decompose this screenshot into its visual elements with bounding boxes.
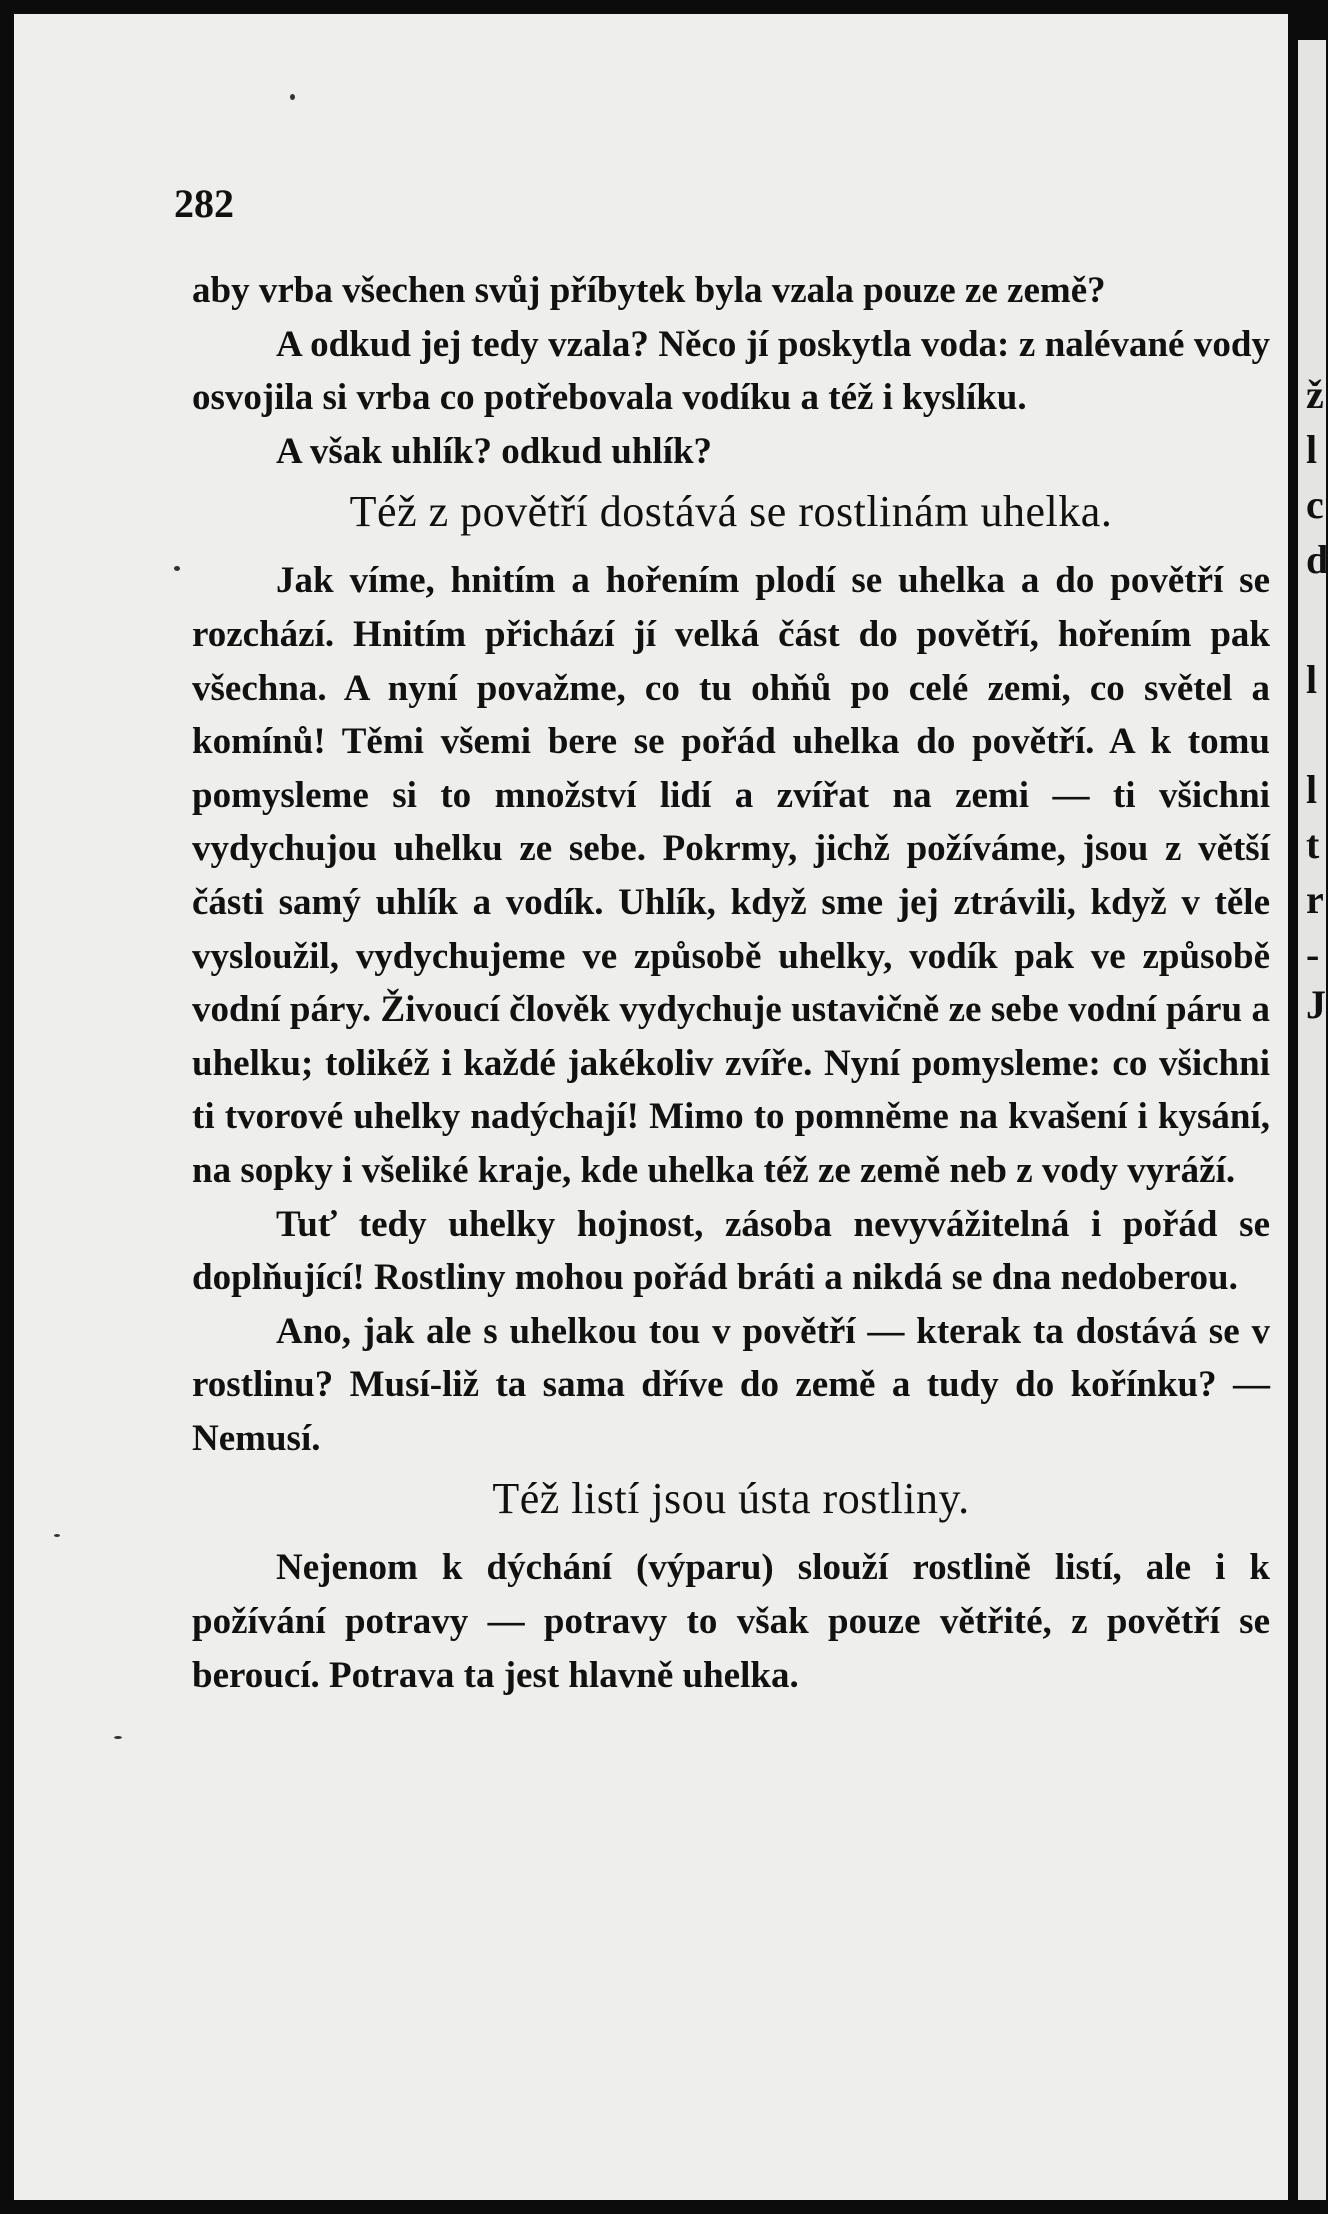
- page-number: 282: [174, 181, 234, 226]
- paragraph: Jak víme, hnitím a hořením plodí se uhelka a do povětří se rozchází. Hnitím přichází jí velká část do povětří, hořením pak všechna. A nyní považme, co tu ohňů po celé zemi, co světel a komínů! Těmi všemi bere se pořád uhelka do povětří. A k tomu pomysleme si to množství lidí a zvířat na zemi — ti všichni vydychujou uhelku ze sebe. Pokrmy, jichž požíváme, jsou z větší části samý uhlík a vodík. Uhlík, když sme jej ztrávili, když v těle vysloužil, vydychujeme ve způsobě uhelky, vodík pak ve způsobě vodní páry. Živoucí člověk vydychuje ustavičně ze sebe vodní páru a uhelku; tolikéž i každé jakékoliv zvíře. Nyní pomysleme: co všichni ti tvorové uhelky nadýchají! Mimo to pomněme na kvašení i kysání, na sopky i všeliké kraje, kde uhelka též ze země neb z vody vyráží.: [192, 560, 1270, 1191]
- page-gutter: [1288, 0, 1298, 2214]
- paragraph: Ano, jak ale s uhelkou tou v povětří — kterak ta dostává se v rostlinu? Musí-liž ta sama dříve do země a tudy do kořínku? — Nemusí.: [192, 1310, 1270, 1459]
- page-text: [192, 264, 1270, 1702]
- next-page-fragment: r: [1306, 877, 1324, 922]
- print-speck: [54, 1534, 60, 1537]
- book-page: [14, 14, 1288, 2200]
- next-page-fragment: -: [1306, 932, 1320, 977]
- next-page-fragment: l: [1306, 657, 1318, 702]
- paragraph: A však uhlík? odkud uhlík?: [276, 430, 713, 472]
- next-page-fragment: l: [1306, 767, 1318, 812]
- next-page-edge: [1298, 40, 1326, 2200]
- next-page-fragment: l: [1306, 427, 1318, 472]
- next-page-fragment: ž: [1306, 372, 1324, 417]
- next-page-fragment: J: [1306, 982, 1326, 1027]
- print-speck: [290, 94, 295, 100]
- print-speck: [174, 566, 180, 571]
- paragraph: Nejenom k dýchání (výparu) slouží rostlině listí, ale i k požívání potravy — potravy to však pouze větřité, z povětří se beroucí. Potrava ta jest hlavně uhelka.: [192, 1547, 1270, 1696]
- section-heading: Též z povětří dostává se rostlinám uhelka.: [349, 487, 1113, 537]
- next-page-fragment: c: [1306, 482, 1324, 527]
- section-heading: Též listí jsou ústa rostliny.: [492, 1474, 970, 1524]
- print-speck: [114, 1736, 122, 1739]
- paragraph: aby vrba všechen svůj příbytek byla vzala pouze ze země?: [192, 270, 1106, 311]
- next-page-fragment: t: [1306, 822, 1320, 867]
- paragraph: A odkud jej tedy vzala? Něco jí poskytla voda: z nalévané vody osvojila si vrba co potřebovala vodíku a též i kyslíku.: [192, 323, 1270, 419]
- paragraph: Tuť tedy uhelky hojnost, zásoba nevyvážitelná i pořád se doplňující! Rostliny mohou pořád bráti a nikdá se dna nedoberou.: [192, 1203, 1270, 1299]
- next-page-fragment: d: [1306, 537, 1328, 582]
